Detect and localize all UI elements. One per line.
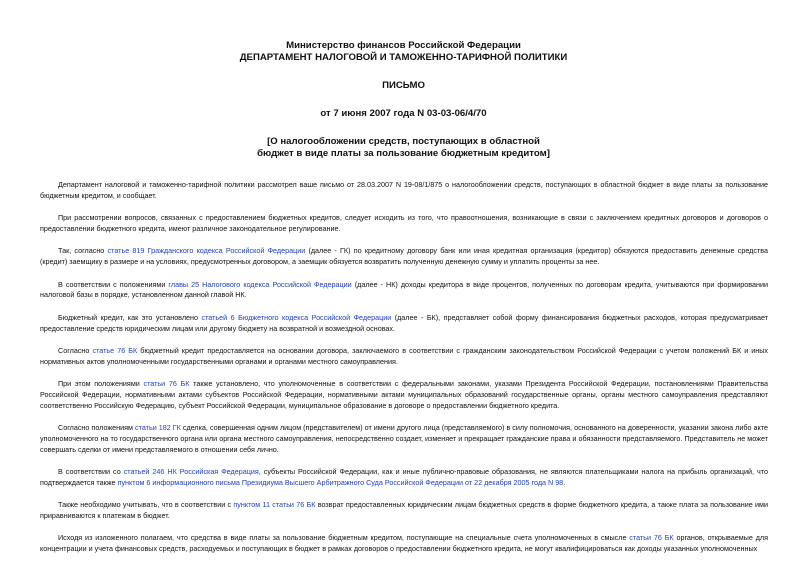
paragraph-5 — [40, 313, 768, 335]
link-nk-article-246[interactable]: статьей 246 НК Российская Федерация — [123, 467, 259, 477]
paragraph-2 — [40, 213, 768, 235]
paragraph-text: Исходя из изложенного полагаем, что средства в виде платы за пользование бюджетным кредитом, поступающие на специальные счета уполномоченных в смысле — [58, 533, 630, 543]
paragraph-11 — [40, 533, 768, 555]
link-bk-article-76-point-11[interactable]: пунктом 11 статьи 76 БК — [233, 500, 316, 510]
paragraph-text: органов, открываемые для концентрации и учета финансовых средств, расходуемых и поступающих в бюджет в рамках договоров о предоставлении бюджетного кредита, не могут квалифицироваться как доходы указанных уполномоченных — [40, 533, 768, 554]
paragraph-text: , субъекты Российской Федерации, как и иные публично-правовые образования, не являются плательщиками налога на прибыль организаций, что подтверждается также — [40, 467, 768, 487]
paragraph-6 — [40, 346, 768, 368]
paragraph-text: (далее - ГК) по кредитному договору банк или иная кредитная организация (кредитор) обязуются предоставить денежные средства (кредит) заемщику в размере и на условиях, предусмотренных договором, а заемщик обязуется возвратить полученную денежную сумму и уплатить проценты за нее. — [40, 246, 768, 267]
paragraph-7 — [40, 379, 768, 411]
link-gk-article-182[interactable]: статьи 182 ГК — [135, 423, 181, 433]
paragraph-text: бюджетный кредит предоставляется на основании договора, заключаемого в соответствии с гражданским законодательством Российской Федерации с учетом положений БК и иных нормативных актов уполномоченными государственными органами и органами местного самоуправления. — [40, 345, 769, 366]
paragraph-text: Согласно положениям — [58, 423, 136, 433]
paragraph-10 — [40, 500, 768, 522]
document-type: ПИСЬМО — [382, 80, 425, 91]
paragraph-text: возврат предоставленных юридическим лицам бюджетных средств в форме бюджетного кредита, а также плата за пользование ими приравниваются к платежам в бюджет. — [40, 500, 768, 521]
link-bk-article-76[interactable]: статьи 76 БК — [629, 533, 674, 543]
paragraph-3 — [40, 246, 768, 268]
paragraph-9 — [40, 467, 768, 489]
document-subject-line-1: [О налогообложении средств, поступающих в областной — [267, 136, 540, 147]
link-gk-article-819[interactable]: статье 819 Гражданского кодекса Российской Федерации — [107, 246, 306, 256]
paragraph-text: . — [563, 477, 566, 487]
paragraph-text: Согласно — [58, 345, 93, 355]
paragraph-8 — [40, 423, 768, 455]
link-bk-article-76[interactable]: статьи 76 БК — [143, 379, 190, 389]
paragraph-4 — [40, 280, 768, 302]
paragraph-text: При рассмотрении вопросов, связанных с предоставлением бюджетных кредитов, следует исходить из того, что правоотношения, возникающие в связи с заключением кредитных договоров и договоров о предоставлении бюджетного кредита, имеют различное законодательное регулирование. — [40, 213, 768, 233]
paragraph-text: Также необходимо учитывать, что в соответствии с — [58, 500, 234, 510]
document-date-number: от 7 июня 2007 года N 03-03-06/4/70 — [320, 108, 487, 119]
paragraph-text: (далее - БК), представляет собой форму финансирования бюджетных расходов, которая предусматривает предоставление средств юридическим лицам или другому бюджету на возвратной и возмездной основах. — [40, 312, 769, 333]
ministry-name: Министерство финансов Российской Федерации — [286, 40, 521, 51]
department-name: ДЕПАРТАМЕНТ НАЛОГОВОЙ И ТАМОЖЕННО-ТАРИФНОЙ ПОЛИТИКИ — [239, 52, 568, 63]
paragraph-text: При этом положениями — [58, 379, 144, 389]
paragraph-text: также установлено, что уполномоченные в соответствии с федеральными законами, указами Президента Российской Федерации, постановлениями Правительства Российской Федерации, нормативными актами субъектов Российской Федерации, нормативными актами муниципальных образований государственные органы, органы местного самоуправления представляют соответственно Российскую Федерацию, субъект Российской Федерации, муниципальное образование в договоре о предоставлении бюджетного кредита. — [40, 379, 768, 410]
link-vas-letter-98[interactable]: пунктом 6 информационного письма Президиума Высшего Арбитражного Суда Российской Федерации от 22 декабря 2005 года N 98 — [117, 477, 564, 487]
document-subject-line-2: бюджет в виде платы за пользование бюджетным кредитом] — [257, 148, 550, 159]
document-body — [40, 180, 768, 567]
paragraph-text: В соответствии со — [58, 467, 124, 477]
paragraph-text: В соответствии с положениями — [58, 279, 169, 289]
link-bk-article-6[interactable]: статьей 6 Бюджетного кодекса Российской Федерации — [201, 312, 392, 322]
paragraph-text: Бюджетный кредит, как это установлено — [58, 312, 202, 322]
link-bk-article-76[interactable]: статье 76 БК — [92, 345, 138, 355]
paragraph-text: Так, согласно — [58, 246, 108, 256]
paragraph-text: Департамент налоговой и таможенно-тарифной политики рассмотрел ваше письмо от 28.03.2007 N 19-08/1/875 о налогообложении средств, поступающих в областной бюджет в виде платы за пользование бюджетным кредитом, и сообщает. — [40, 180, 768, 200]
paragraph-text: (далее - НК) доходы кредитора в виде процентов, полученных по договорам кредита, учитываются при формировании налоговой базы в порядке, установленном данной главой НК. — [40, 279, 769, 300]
paragraph-1 — [40, 180, 768, 202]
link-nk-chapter-25[interactable]: главы 25 Налогового кодекса Российской Федерации — [168, 279, 352, 289]
paragraph-text: сделка, совершенная одним лицом (представителем) от имени другого лица (представляемого) в силу полномочия, основанного на доверенности, указании закона либо акте уполномоченного на то государственного органа или органа местного самоуправления, непосредственно создает, изменяет и прекращает гражданские права и обязанности представляемого. Представитель не может совершать сделки от имени представляемого в отношении себя лично. — [40, 423, 768, 454]
